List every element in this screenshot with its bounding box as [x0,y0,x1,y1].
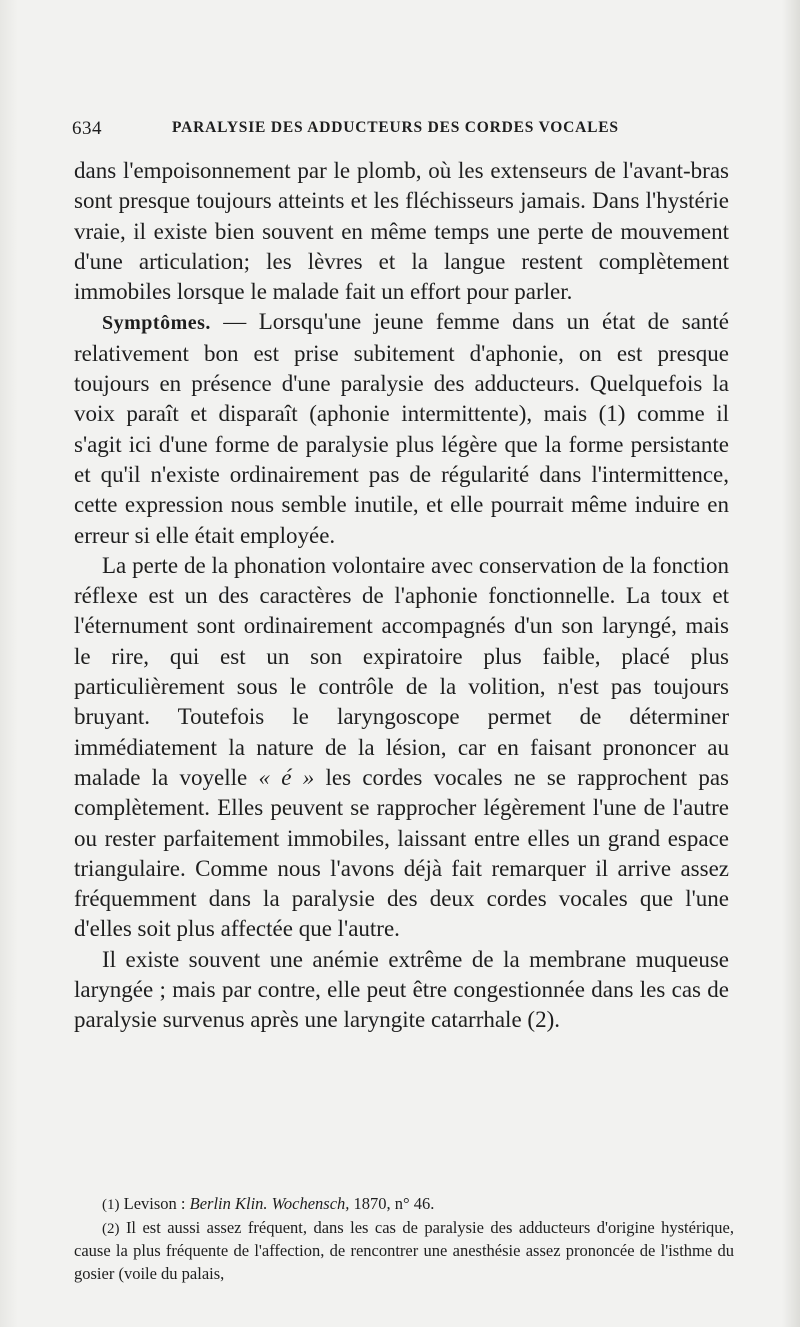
footnote-1-post: 1870, n° 46. [349,1194,435,1213]
paragraph-3-text: La perte de la phonation volontaire avec conservation de la fonction réflexe est un des caractères de l'aphonie fonctionnelle. La toux et l'éternument sont ordinairement accompagnés d'un son laryngé, mais le rire, qui est un son expiratoire plus faible, placé plus particulièrement sous le contrôle de la volition, n'est pas toujours bruyant. Toutefois le laryngoscope permet de déterminer immédiatement la nature de la lésion, car en faisant prononcer au malade la voyelle [74,552,729,790]
footnotes [74,1193,734,1285]
paragraph-1-text: dans l'empoisonnement par le plomb, où les extenseurs de l'avant-bras sont presque toujours atteints et les fléchisseurs jamais. Dans l'hystérie vraie, il existe bien souvent en même temps une perte de mouvement d'une articulation; les lèvres et la langue restent complètement immobiles lorsque le malade fait un effort pour parler. [74,158,729,305]
footnote-2 [74,1217,734,1286]
vowel-e: « é » [247,764,326,790]
paragraph-2-text: — Lorsqu'une jeune femme dans un état de santé relativement bon est prise subitement d'aphonie, on est presque toujours en présence d'une paralysie des adducteurs. Quelquefois la voix paraît et disparaît (aphonie intermittente), mais (1) comme il s'agit ici d'une forme de paralysie plus légère que la forme persistante et qu'il n'existe ordinairement pas de régularité dans l'intermittence, cette expression nous semble inutile, et elle pourrait même induire en erreur si elle était employée. [74,309,729,548]
running-head: PARALYSIE DES ADDUCTEURS DES CORDES VOCALES [172,119,619,136]
footnote-1 [74,1193,734,1217]
paragraph-4-text: Il existe souvent une anémie extrême de la membrane muqueuse laryngée ; mais par contre, elle peut être congestionnée dans les cas de paralysie survenus après une laryngite catarrhale (2). [74,946,729,1033]
footnote-1-pre: Levison : [119,1194,190,1213]
footnote-1-journal: Berlin Klin. Wochensch, [189,1194,350,1213]
page-number: 634 [72,118,102,139]
paragraph-3-end: les cordes vocales ne se rapprochent pas complètement. Elles peuvent se rapprocher légèrement l'une de l'autre ou rester parfaitement immobiles, laissant entre elles un grand espace triangulaire. Comme nous l'avons déjà fait remarquer il arrive assez fréquemment dans la paralysie des deux cordes vocales que l'une d'elles soit plus affectée que l'autre. [74,764,730,942]
paragraph-symptomes [74,307,729,550]
paragraph-4 [74,945,729,1036]
paragraph-3 [74,551,729,945]
body-text [74,156,729,1036]
paragraph-1 [74,156,729,307]
footnote-1-marker: (1) [102,1197,120,1213]
footnote-2-text: Il est aussi assez fréquent, dans les cas de paralysie des adducteurs d'origine hystérique, cause la plus fréquente de l'affection, de rencontrer une anesthésie assez prononcée de l'isthme du gosier (voile du palais, [74,1217,734,1283]
footnote-2-marker: (2) [102,1220,120,1237]
section-heading-symptomes: Symptômes. [102,312,211,335]
page-header [72,118,730,142]
